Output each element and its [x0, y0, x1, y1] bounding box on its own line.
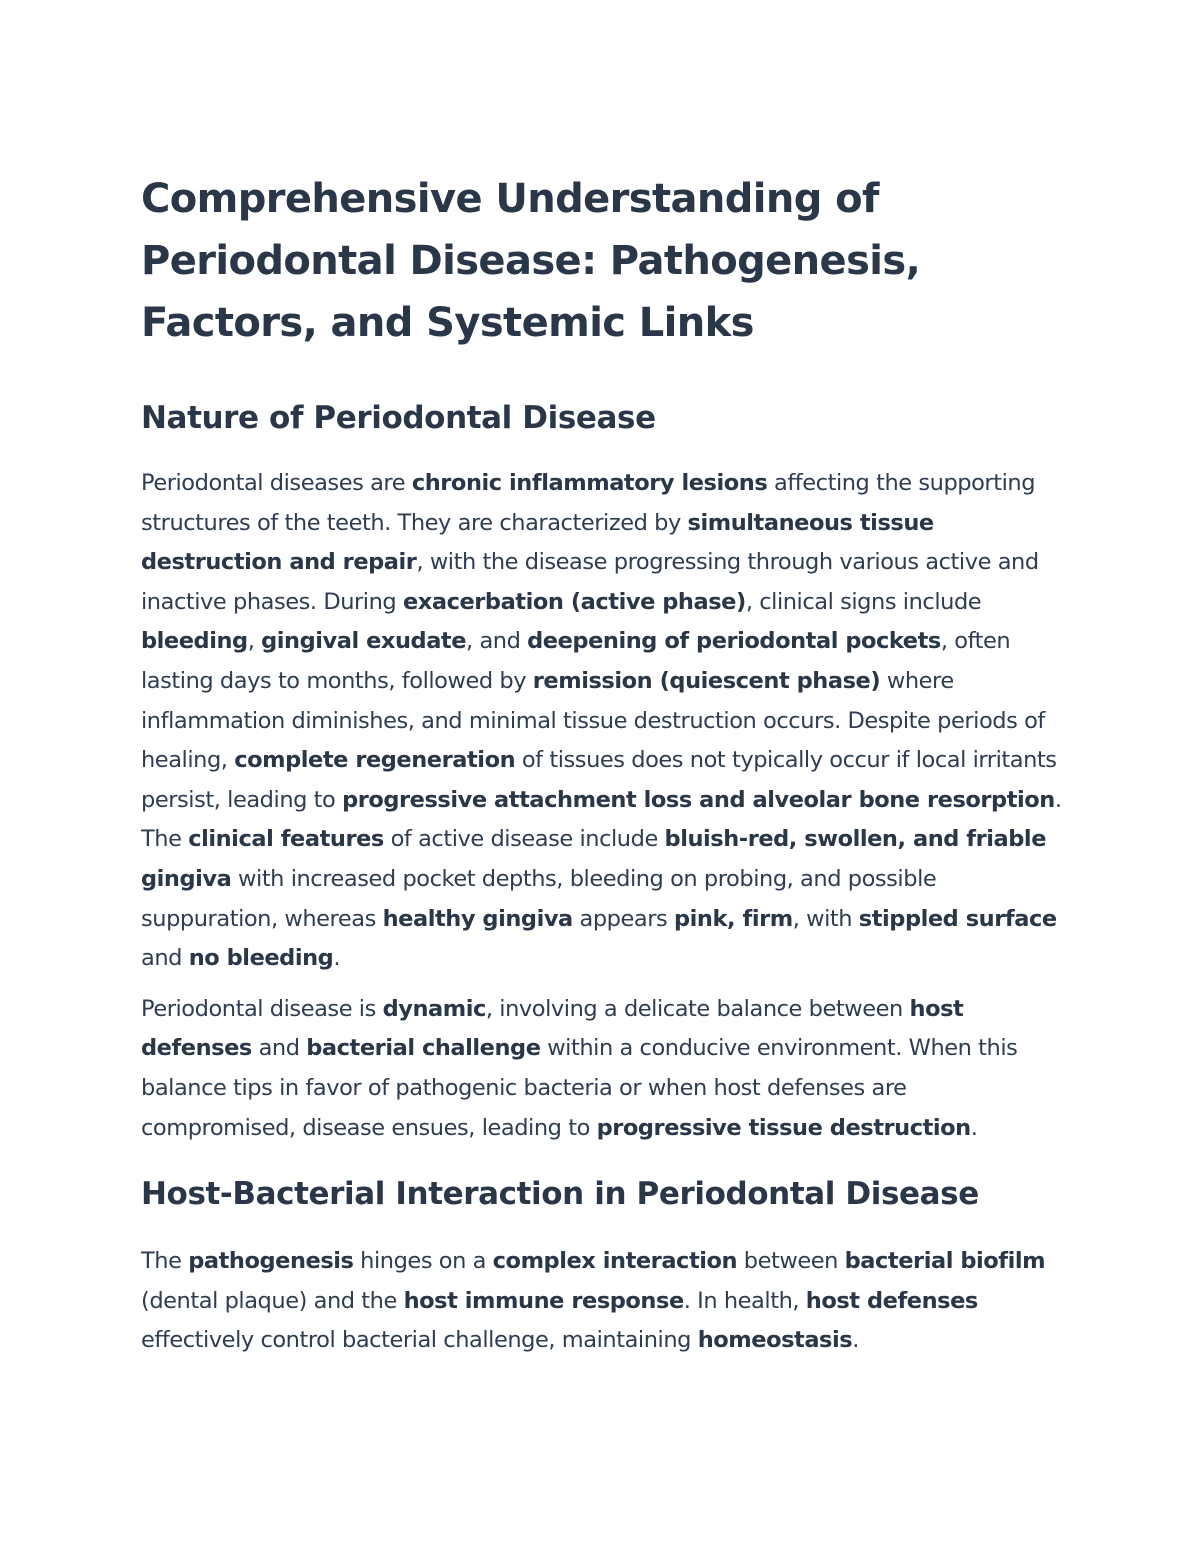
emphasis-text: bleeding [141, 628, 248, 655]
emphasis-text: progressive attachment loss and alveolar bone resorption [342, 786, 1055, 813]
text-run: with increased pocket depths, bleeding on probing, and possible suppuration, whereas [141, 865, 937, 932]
emphasis-text: complete regeneration [234, 747, 516, 774]
emphasis-text: no bleeding [188, 945, 334, 972]
text-run: , and [466, 628, 528, 655]
text-run: hinges on a [353, 1248, 493, 1275]
text-run: , often lasting days to months, followed by [141, 628, 1011, 694]
emphasis-text: remission (quiescent phase) [532, 667, 881, 694]
section-heading-host-bacterial: Host-Bacterial Interaction in Periodontal Disease [141, 1176, 979, 1213]
text-run: . In health, [683, 1287, 806, 1314]
text-run: The [141, 1248, 189, 1275]
text-run: , [247, 628, 262, 655]
text-run: (dental plaque) and the [141, 1287, 404, 1314]
document-page [141, 168, 1066, 1361]
paragraph-nature-2 [141, 990, 1066, 1148]
text-run: and [141, 945, 189, 972]
text-run: . The [141, 786, 1062, 853]
text-run: , involving a delicate balance between [485, 995, 910, 1022]
text-run: of active disease include [383, 826, 665, 853]
text-run: of tissues does not typically occur if local irritants persist, leading to [141, 747, 1057, 813]
emphasis-text: gingival exudate [261, 628, 467, 655]
text-run: , with [792, 905, 859, 932]
text-run: within a conducive environment. When this balance tips in favor of pathogenic bacteria or when host defenses are compromised, disease ensues, leading to [141, 1035, 1018, 1141]
text-run: , clinical signs include [745, 588, 982, 615]
text-run: between [737, 1248, 845, 1275]
emphasis-text: clinical features [188, 826, 384, 853]
emphasis-text: host defenses [805, 1287, 978, 1314]
text-run: and [251, 1035, 307, 1062]
emphasis-text: pink, firm [674, 905, 793, 932]
text-run: . [333, 945, 341, 972]
emphasis-text: host immune response [403, 1287, 684, 1314]
emphasis-text: stippled surface [858, 905, 1057, 932]
emphasis-text: healthy gingiva [382, 905, 573, 932]
document-title: Comprehensive Understanding of Periodontal Disease: Pathogenesis, Factors, and Systemic Links [141, 176, 921, 346]
emphasis-text: deepening of periodontal pockets [527, 628, 941, 655]
section-heading-nature: Nature of Periodontal Disease [141, 400, 656, 436]
text-run: . [970, 1114, 978, 1141]
text-run: effectively control bacterial challenge, maintaining [141, 1327, 698, 1354]
paragraph-nature-1 [141, 464, 1066, 979]
text-run: Periodontal diseases are [141, 470, 412, 496]
emphasis-text: complex interaction [492, 1248, 738, 1275]
emphasis-text: pathogenesis [188, 1248, 354, 1275]
text-run: affecting the supporting structures of the teeth. They are characterized by [141, 470, 1036, 536]
emphasis-text: host defenses [141, 995, 964, 1062]
emphasis-text: exacerbation (active phase) [402, 588, 746, 615]
text-run: appears [572, 905, 674, 932]
text-run: . [852, 1327, 859, 1354]
text-run: , with the disease progressing through various active and inactive phases. During [141, 549, 1039, 615]
emphasis-text: bacterial biofilm [844, 1248, 1046, 1275]
text-run: where inflammation diminishes, and minimal tissue destruction occurs. Despite periods of healing, [141, 667, 1045, 774]
emphasis-text: chronic inflammatory lesions [411, 470, 768, 496]
emphasis-text: dynamic [382, 995, 486, 1022]
emphasis-text: progressive tissue destruction [596, 1114, 971, 1141]
paragraph-host-bacterial-1 [141, 1242, 1066, 1361]
emphasis-text: simultaneous tissue destruction and repair [141, 509, 934, 576]
text-run: Periodontal disease is [141, 995, 383, 1022]
emphasis-text: bluish-red, swollen, and friable gingiva [141, 826, 1047, 892]
emphasis-text: homeostasis [697, 1327, 853, 1354]
emphasis-text: bacterial challenge [306, 1035, 541, 1062]
